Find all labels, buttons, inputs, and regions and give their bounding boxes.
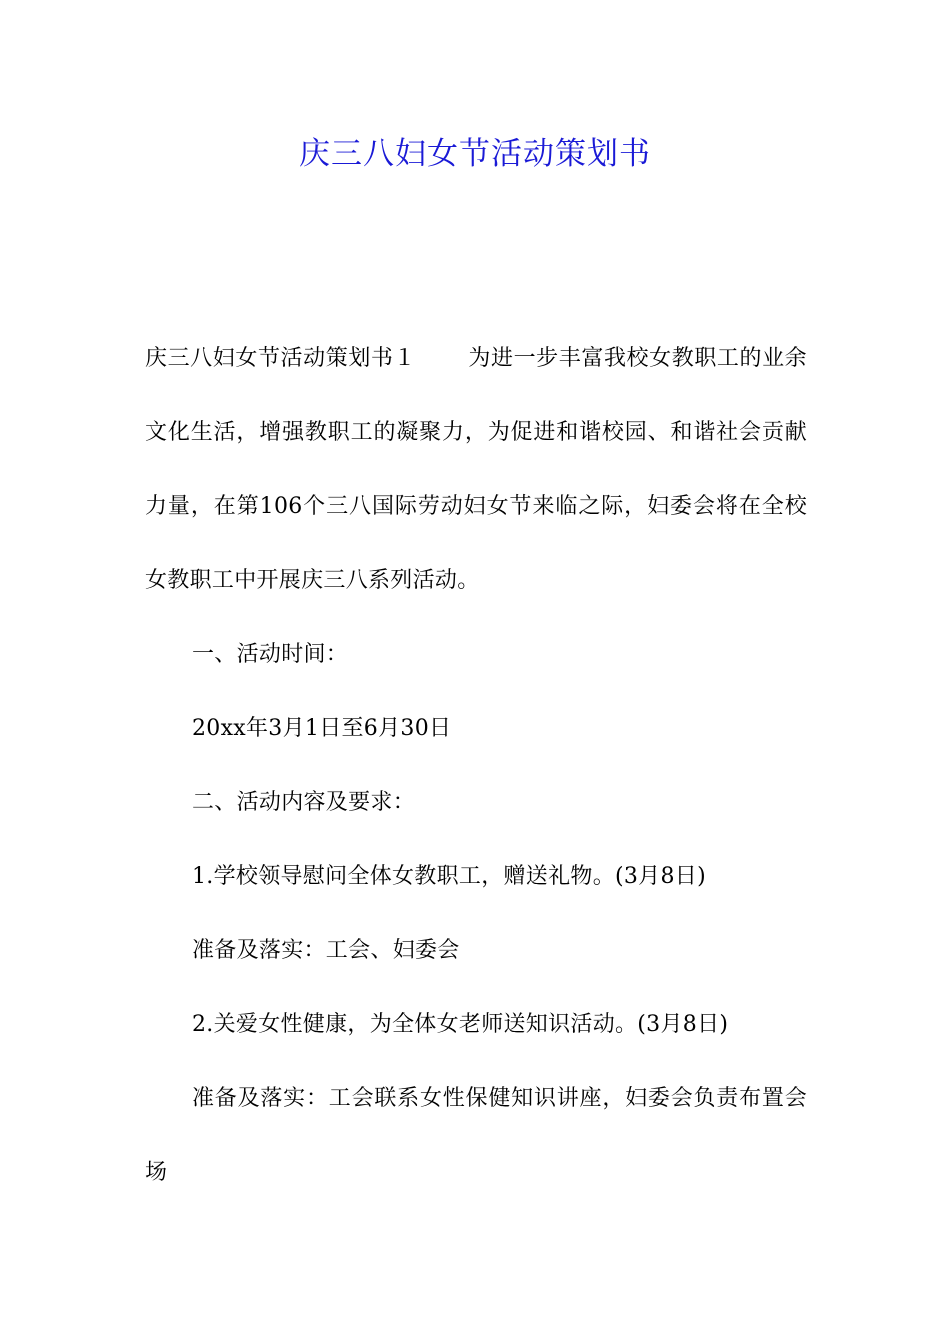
intro-text: 为进一步丰富我校女教职工的业余文化生活，增强教职工的凝聚力，为促进和谐校园、和谐社会贡献力量，在第106个三八国际劳动妇女节来临之际，妇委会将在全校女教职工中开展庆三八系列活动。 <box>145 346 807 593</box>
item-1-responsible: 准备及落实：工会、妇委会 <box>192 938 460 963</box>
document-title: 庆三八妇女节活动策划书 <box>299 136 651 172</box>
intro-paragraph <box>145 322 807 618</box>
section-heading-time: 一、活动时间： <box>192 642 349 667</box>
section-heading-content: 二、活动内容及要求： <box>192 790 416 815</box>
item-1: 1.学校领导慰问全体女教职工，赠送礼物。(3月8日) <box>192 864 706 889</box>
intro-heading: 庆三八妇女节活动策划书１ <box>145 346 417 371</box>
item-2: 2.关爱女性健康，为全体女老师送知识活动。(3月8日) <box>192 1012 729 1037</box>
time-range: 20xx年3月1日至6月30日 <box>192 716 452 741</box>
item-2-responsible: 准备及落实：工会联系女性保健知识讲座，妇委会负责布置会场 <box>145 1086 807 1185</box>
